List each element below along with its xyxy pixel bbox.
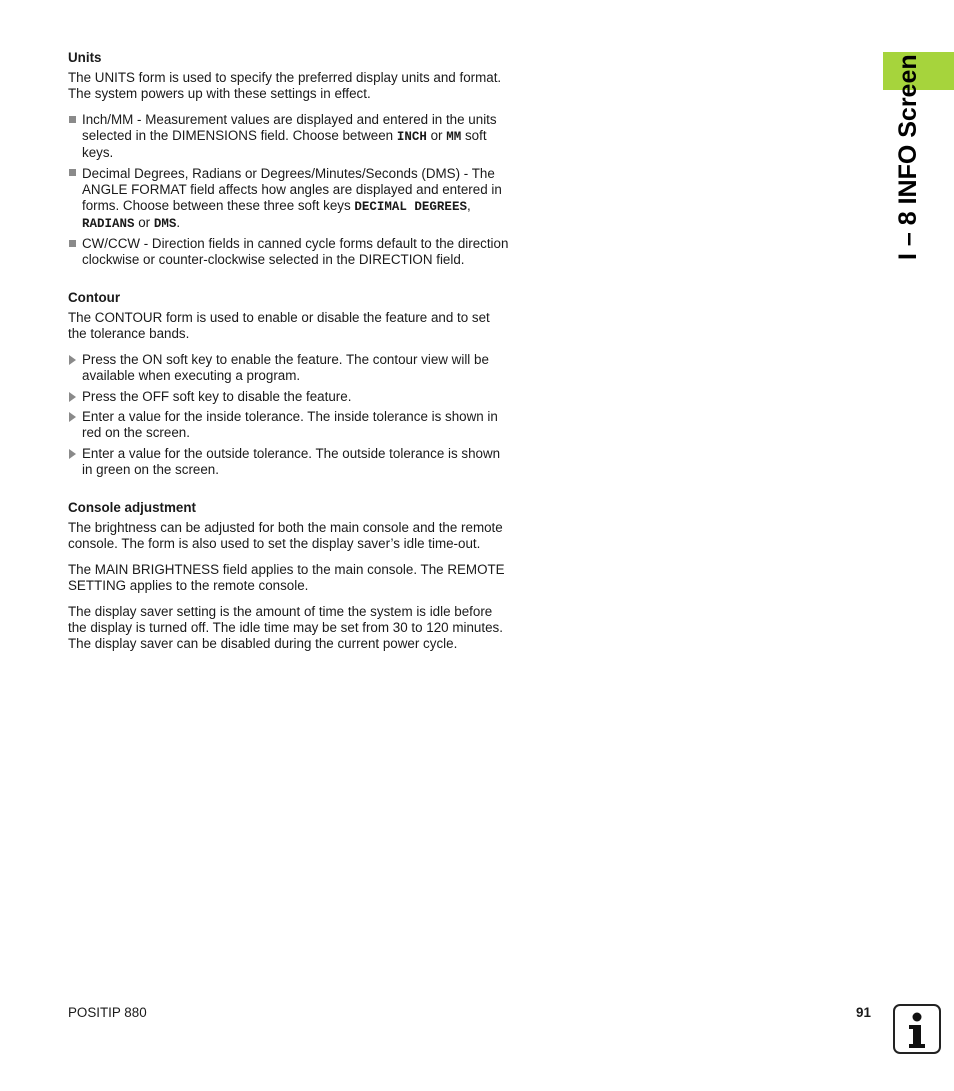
units-heading: Units <box>68 50 102 65</box>
bullet-text: , <box>466 197 471 213</box>
chapter-title-text: I – 8 INFO Screen <box>894 54 922 260</box>
contour-intro: The CONTOUR form is used to enable or disable the feature and to set the tolerance bands. <box>68 310 490 341</box>
units-bullet-list <box>68 112 512 268</box>
bullet-text: Decimal Degrees, Radians or Degrees/Minutes/Seconds (DMS) - The ANGLE FORMAT field affects how angles are displayed and entered in forms. Choose between these three soft keys <box>82 165 502 213</box>
arrow-bullet-icon <box>69 355 76 365</box>
page-number: 91 <box>856 1005 871 1020</box>
bullet-text: . <box>176 214 181 230</box>
bullet-text: or <box>134 214 154 230</box>
footer-product: POSITIP 880 <box>68 1005 147 1020</box>
console-section <box>68 500 512 652</box>
square-bullet-icon <box>69 169 76 176</box>
bullet-text: CW/CCW - Direction fields in canned cycle forms default to the direction clockwise or counter-clockwise selected in the DIRECTION field. <box>82 236 509 267</box>
softkey-radians: RADIANS <box>82 216 135 231</box>
console-para: The brightness can be adjusted for both the main console and the remote console. The form is also used to set the display saver’s idle time-out. <box>68 519 503 551</box>
arrow-bullet-icon <box>69 412 76 422</box>
console-para: The display saver setting is the amount of time the system is idle before the display is turned off. The idle time may be set from 30 to 120 minutes. The display saver can be disabled during the current power cycle. <box>68 603 503 651</box>
list-item <box>68 352 512 384</box>
page-content <box>68 50 512 662</box>
step-text: Press the OFF soft key to disable the feature. <box>82 388 352 404</box>
list-item <box>68 389 512 405</box>
arrow-bullet-icon <box>69 449 76 459</box>
softkey-dms: DMS <box>153 216 177 231</box>
bullet-text: soft keys. <box>82 128 487 160</box>
units-intro: The UNITS form is used to specify the preferred display units and format. The system powers up with these settings in effect. <box>68 70 502 101</box>
console-heading: Console adjustment <box>68 499 196 515</box>
softkey-mm: MM <box>446 130 462 144</box>
arrow-bullet-icon <box>69 392 76 402</box>
step-text: Enter a value for the outside tolerance. The outside tolerance is shown in green on the screen. <box>82 445 501 477</box>
softkey-inch: INCH <box>396 130 427 144</box>
square-bullet-icon <box>69 116 76 123</box>
softkey-decimal-degrees: DECIMAL DEGREES <box>354 199 467 214</box>
info-icon <box>893 1004 941 1054</box>
step-text: Enter a value for the inside tolerance. The inside tolerance is shown in red on the screen. <box>82 409 498 440</box>
contour-steps <box>68 352 512 478</box>
contour-heading: Contour <box>68 290 121 305</box>
console-para: The MAIN BRIGHTNESS field applies to the main console. The REMOTE SETTING applies to the remote console. <box>68 561 505 593</box>
step-text: Press the ON soft key to enable the feature. The contour view will be available when executing a program. <box>82 352 489 383</box>
bullet-text: Inch/MM - Measurement values are displayed and entered in the units selected in the DIMENSIONS field. Choose between <box>82 112 497 143</box>
list-item <box>68 446 512 478</box>
bullet-text: or <box>426 128 447 143</box>
list-item <box>68 166 512 232</box>
contour-section <box>68 290 512 478</box>
units-section <box>68 50 512 268</box>
square-bullet-icon <box>69 240 76 247</box>
list-item <box>68 236 512 268</box>
list-item <box>68 112 512 161</box>
list-item <box>68 409 512 441</box>
